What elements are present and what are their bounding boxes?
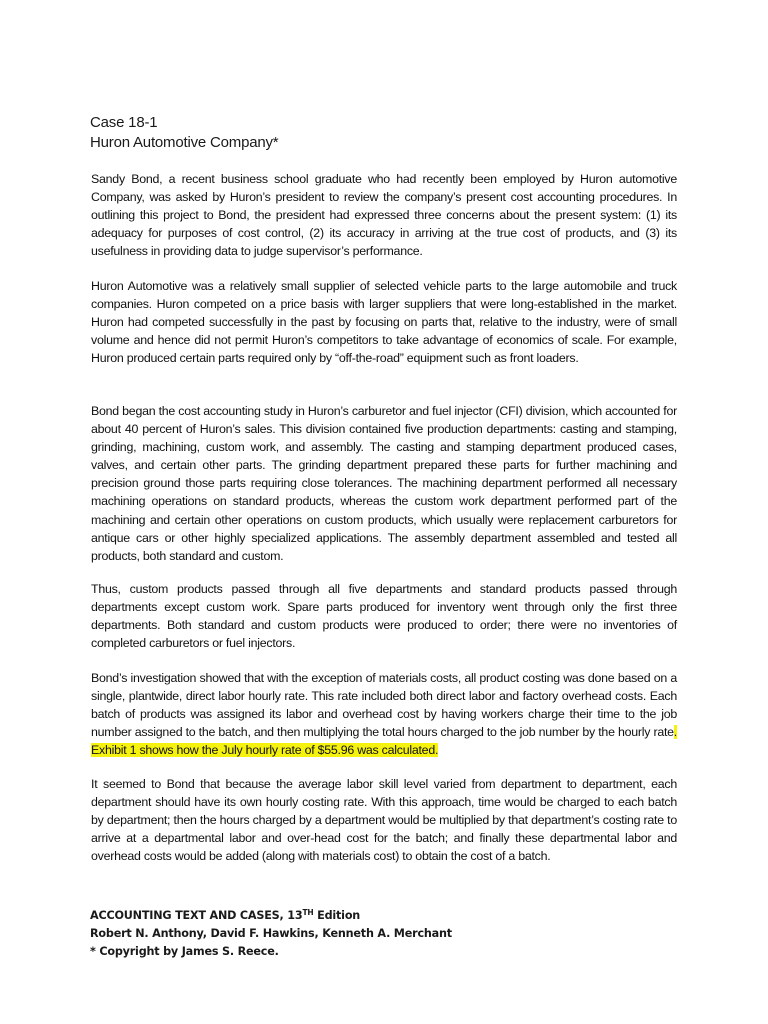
- authors: Robert N. Anthony, David F. Hawkins, Kenneth A. Merchant: [90, 927, 452, 940]
- paragraph-departmental-rates: It seemed to Bond that because the average labor skill level varied from department to department, each department should have its own hourly costing rate. With this approach, time would be charged to each batch by department; then the hours charged by a department would be multiplied by that department’s costing rate to arrive at a departmental labor and over-head cost for the batch; and finally these departmental labor and overhead costs would be added (along with materials cost) to obtain the cost of a batch.: [91, 777, 677, 864]
- paragraph-costing-method: [91, 669, 677, 759]
- book-title-line: [90, 907, 452, 925]
- paragraph-company-background: Huron Automotive was a relatively small supplier of selected vehicle parts to the large automobile and truck companies. Huron competed on a price basis with larger suppliers that were long-established in the market. Huron had competed successfully in the past by focusing on parts that, relative to the industry, were of small volume and hence did not permit Huron’s competitors to take advantage of economics of scale. For example, Huron produced certain parts required only by “off-the-road” equipment such as front loaders.: [91, 279, 677, 366]
- case-number: Case 18-1: [90, 114, 158, 131]
- case-heading: [90, 113, 690, 153]
- paragraph-cfi-division: Bond began the cost accounting study in Huron’s carburetor and fuel injector (CFI) division, which accounted for about 40 percent of Huron’s sales. This division contained five production departments: casting and stamping, grinding, machining, custom work, and assembly. The casting and stamping department produced cases, valves, and certain other parts. The grinding department prepared these parts for further machining and precision ground those parts requiring close tolerances. The machining department performed all necessary machining operations on standard products, whereas the custom work department performed part of the machining and certain other operations on custom products, which usually were replacement carburetors for antique cars or other highly specialized applications. The assembly department assembled and tested all products, both standard and custom.: [91, 404, 677, 563]
- paragraph-intro: Sandy Bond, a recent business school graduate who had recently been employed by Huron automotive Company, was asked by Huron’s president to review the company’s present cost accounting procedures. In outlining this project to Bond, the president had expressed three concerns about the present system: (1) its adequacy for purposes of cost control, (2) its accuracy in arriving at the true cost of products, and (3) its usefulness in providing data to judge supervisor’s performance.: [91, 172, 677, 259]
- book-title: ACCOUNTING TEXT AND CASES, 13: [90, 909, 303, 922]
- exhibit-highlight: . Exhibit 1 shows how the July hourly rate of $55.96 was calculated.: [91, 725, 677, 758]
- edition-word: Edition: [313, 909, 361, 922]
- source-footer: [90, 907, 452, 961]
- paragraph-product-flow: Thus, custom products passed through all five departments and standard products passed through departments except custom work. Spare parts produced for inventory went through only the first three departments. Both standard and custom products were produced to order; there were no inventories of completed carburetors or fuel injectors.: [91, 582, 677, 651]
- copyright-note: * Copyright by James S. Reece.: [90, 945, 279, 958]
- edition-superscript: TH: [302, 908, 314, 917]
- costing-method-text: Bond’s investigation showed that with the exception of materials costs, all product costing was done based on a single, plantwide, direct labor hourly rate. This rate included both direct labor and factory overhead costs. Each batch of products was assigned its labor and overhead cost by having workers charge their time to the job number assigned to the batch, and then multiplying the total hours charged to the job number by the hourly rate: [91, 671, 677, 740]
- case-title: Huron Automotive Company*: [90, 134, 279, 151]
